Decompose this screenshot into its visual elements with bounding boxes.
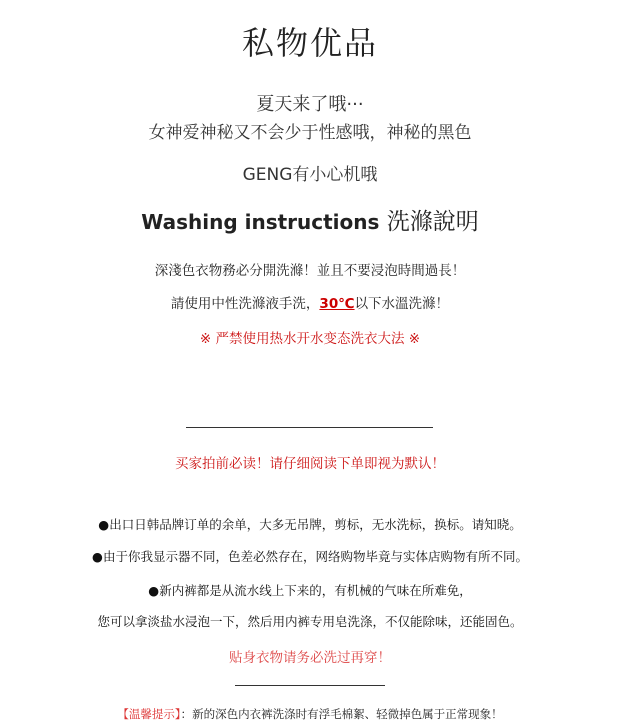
washing-warning: ※ 严禁使用热水开水变态洗衣大法 ※ — [199, 331, 421, 347]
washing-heading — [0, 203, 620, 236]
washing-heading-zh: 洗滌說明 — [379, 209, 479, 235]
washing-temperature: 30℃ — [319, 296, 355, 312]
wash-before-wear-reminder: 贴身衣物请务必洗过再穿！ — [229, 650, 391, 666]
buyer-notice: 买家拍前必读！请仔细阅读下单即视为默认！ — [175, 456, 445, 472]
washing-line-1: 深淺色衣物務必分開洗滌！並且不要浸泡時間過長！ — [154, 263, 466, 279]
tip-tag: 【温馨提示】 — [117, 707, 181, 721]
divider — [235, 685, 385, 686]
page-title: 私物优品 — [241, 24, 378, 62]
tip-text: ：新的深色内衣裤洗涤时有浮毛棉絮、轻微掉色属于正常现象！ — [180, 707, 503, 721]
tip-line — [0, 706, 620, 722]
washing-line-2-start: 請使用中性洗滌液手洗， — [170, 296, 320, 312]
washing-line-2-end: 以下水溫洗滌！ — [354, 296, 450, 312]
bullet-item: ●出口日韩品牌订单的余单，大多无吊牌，剪标，无水洗标，换标。请知晓。 — [98, 517, 522, 532]
intro-line-2: 女神爱神秘又不会少于性感哦，神秘的黑色 — [148, 123, 472, 143]
divider — [186, 427, 433, 428]
intro-line-1: 夏天来了哦··· — [256, 94, 364, 115]
intro-line-3: GENG有小心机哦 — [242, 165, 378, 185]
bullet-item: ●新内裤都是从流水线上下来的，有机械的气味在所难免， — [148, 583, 472, 598]
washing-heading-en: Washing instructions — [141, 210, 380, 234]
bullet-item: ●由于你我显示器不同，色差必然存在，网络购物毕竟与实体店购物有所不同。 — [92, 549, 528, 564]
bullet-item: 您可以拿淡盐水浸泡一下，然后用内裤专用皂洗涤，不仅能除味，还能固色。 — [97, 614, 523, 629]
washing-line-2 — [0, 292, 620, 312]
